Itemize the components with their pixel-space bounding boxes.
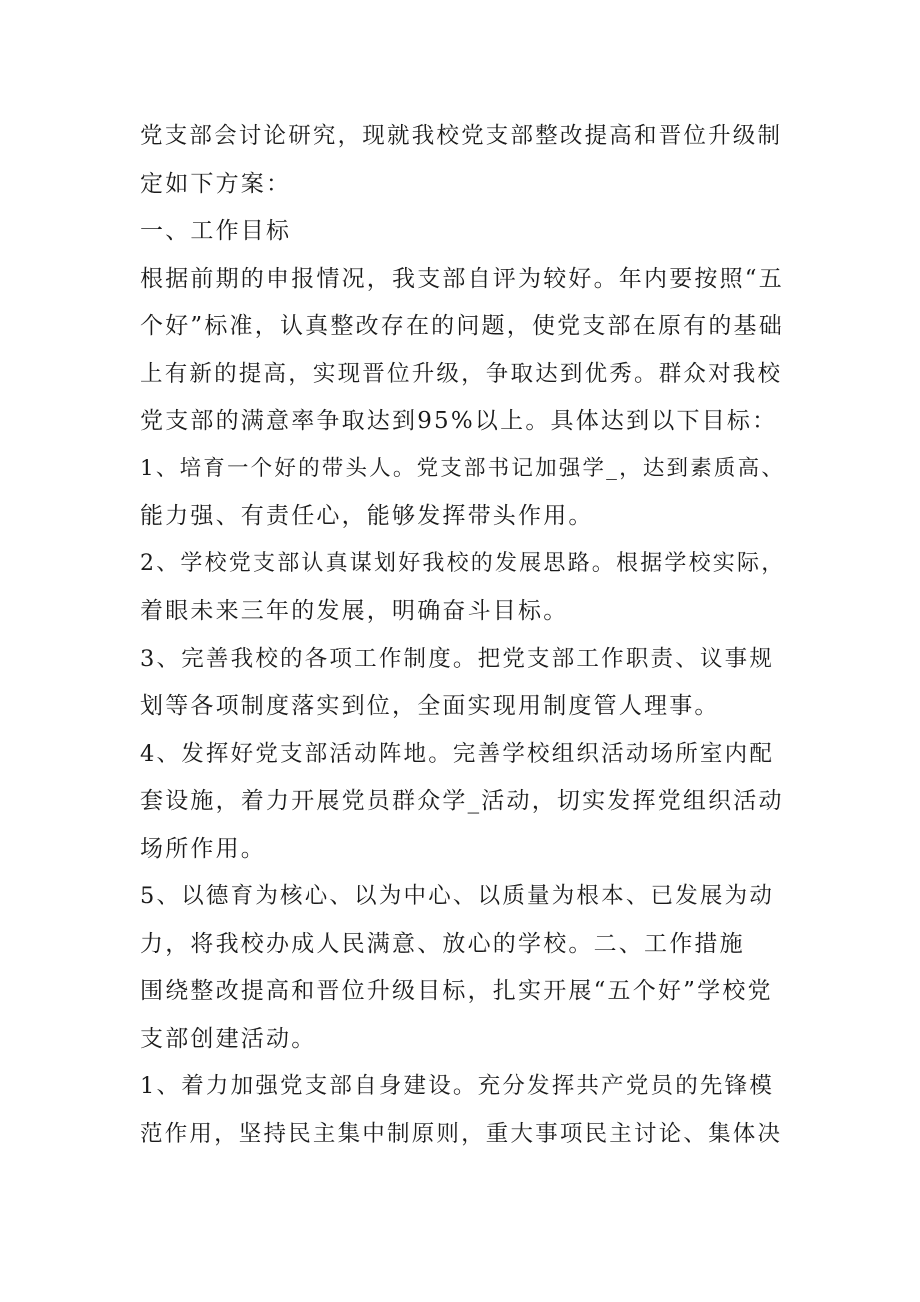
text-line: 4、发挥好党支部活动阵地。完善学校组织活动场所室内配: [140, 741, 775, 767]
text-line: 2、学校党支部认真谋划好我校的发展思路。根据学校实际，: [140, 551, 786, 576]
text-line: 5、以德育为核心、以为中心、以质量为根本、已发展为动: [140, 883, 775, 909]
text-line: 着眼未来三年的发展，明确奋斗目标。: [140, 598, 569, 624]
text-line: 定如下方案：: [140, 171, 292, 197]
text-line: 划等各项制度落实到位，全面实现用制度管人理事。: [140, 693, 720, 719]
text-line: 党支部的满意率争取达到95%以上。具体达到以下目标：: [140, 408, 778, 434]
text-line: 根据前期的申报情况，我支部自评为较好。年内要按照“五: [140, 266, 784, 292]
text-line: 范作用，坚持民主集中制原则，重大事项民主讨论、集体决: [140, 1121, 783, 1147]
text-line: 力，将我校办成人民满意、放心的学校。二、工作措施: [140, 931, 745, 957]
section-heading: 一、工作目标: [140, 218, 292, 244]
text-line: 围绕整改提高和晋位升级目标，扎实开展“五个好”学校党: [140, 978, 773, 1004]
text-line: 上有新的提高，实现晋位升级，争取达到优秀。群众对我校: [140, 361, 783, 387]
text-line: 能力强、有责任心，能够发挥带头作用。: [140, 503, 594, 529]
text-line: 1、着力加强党支部自身建设。充分发挥共产党员的先锋模: [140, 1073, 775, 1099]
text-line: 个好”标准，认真整改存在的问题，使党支部在原有的基础: [140, 313, 784, 339]
text-line: 支部创建活动。: [140, 1026, 317, 1052]
text-line: 1、培育一个好的带头人。党支部书记加强学_，达到素质高、: [140, 456, 786, 481]
text-line: 党支部会讨论研究，现就我校党支部整改提高和晋位升级制: [140, 123, 783, 149]
text-line: 场所作用。: [140, 836, 266, 862]
text-line: 套设施，着力开展党员群众学_活动，切实发挥党组织活动: [140, 788, 784, 814]
text-line: 3、完善我校的各项工作制度。把党支部工作职责、议事规: [140, 646, 775, 672]
